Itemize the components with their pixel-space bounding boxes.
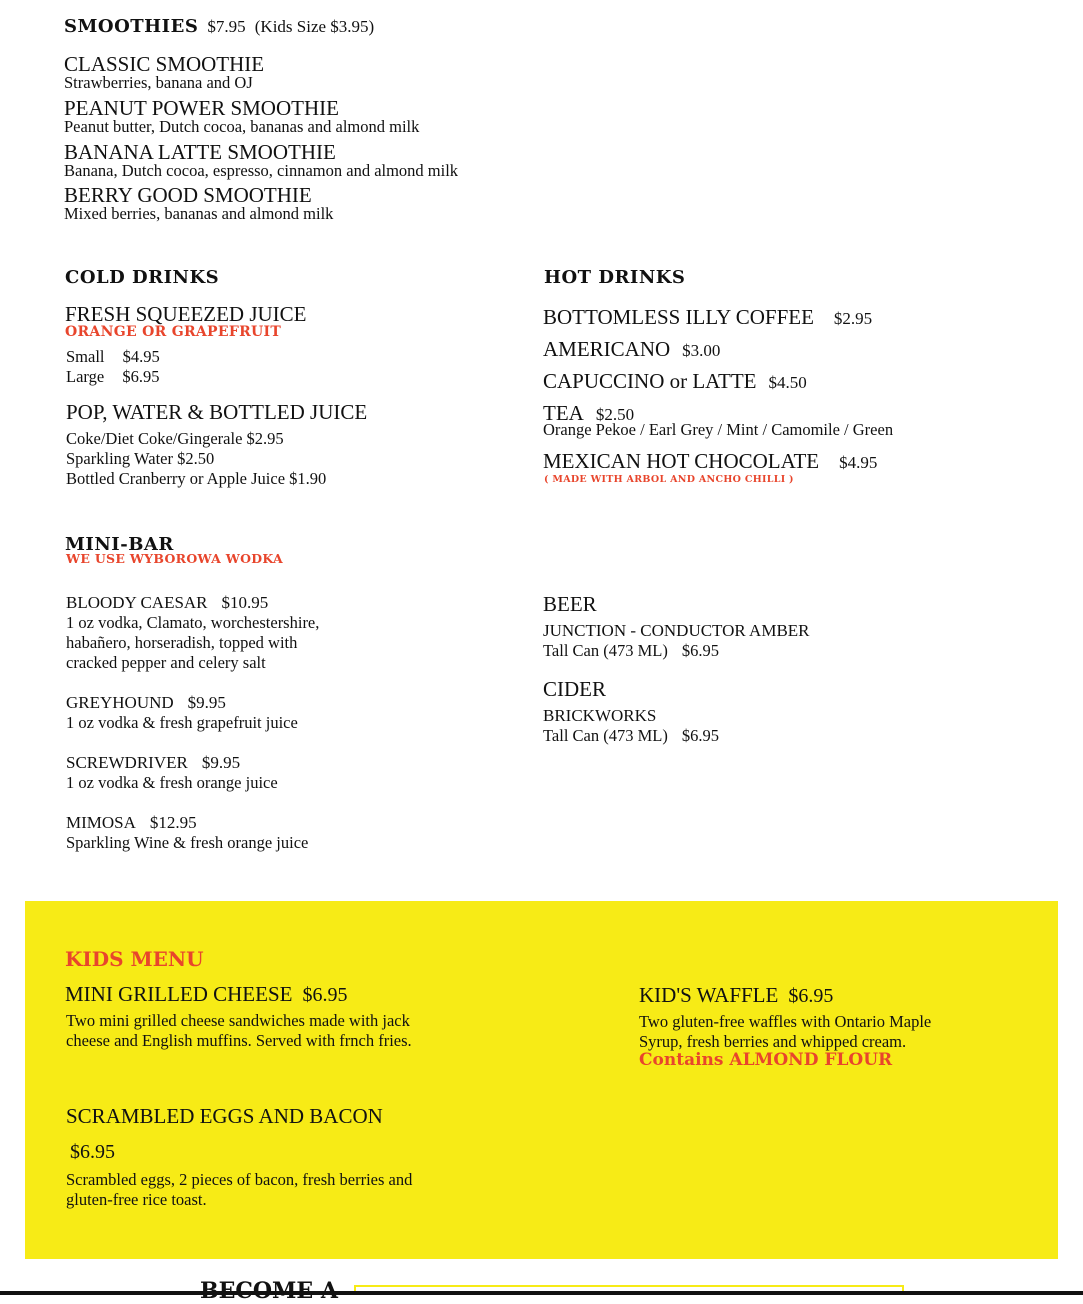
smoothie-name: PEANUT POWER SMOOTHIE <box>64 96 339 120</box>
smoothies-price: $7.95 <box>207 17 246 36</box>
cocktail-desc: 1 oz vodka, Clamato, worchestershire, <box>66 613 320 632</box>
size-label: Small <box>66 347 105 366</box>
kids-item-name: MINI GRILLED CHEESE <box>65 982 293 1006</box>
kids-item-desc: cheese and English muffins. Served with frnch fries. <box>66 1031 412 1050</box>
beer-heading: BEER <box>543 592 597 616</box>
mini-bar-tag: WE USE WYBOROWA WODKA <box>66 551 284 566</box>
smoothies-header <box>64 16 374 37</box>
smoothie-desc: Banana, Dutch cocoa, espresso, cinnamon and almond milk <box>64 161 459 180</box>
chocolate-tag: ( MADE WITH ARBOL AND ANCHO CHILLI ) <box>544 474 794 485</box>
item-price: $2.50 <box>595 405 635 424</box>
beer-size-price <box>543 641 719 661</box>
item-name: TEA <box>543 401 584 425</box>
item-price: $2.95 <box>833 309 873 328</box>
item-name: MEXICAN HOT CHOCOLATE <box>543 449 820 473</box>
cocktail-desc: 1 oz vodka & fresh grapefruit juice <box>66 713 298 732</box>
cocktail-title <box>66 593 268 613</box>
cider-size-price <box>543 726 719 746</box>
kids-item-name: SCRAMBLED EGGS AND BACON <box>66 1104 383 1128</box>
size-price: $6.95 <box>122 367 160 386</box>
item-name: AMERICANO <box>543 337 671 361</box>
kids-item-desc: Two mini grilled cheese sandwiches made with jack <box>66 1011 410 1030</box>
can-price: $6.95 <box>681 726 719 745</box>
kids-item-title <box>65 982 347 1007</box>
pop-name: POP, WATER & BOTTLED JUICE <box>66 400 368 424</box>
cocktail-price: $9.95 <box>201 753 241 772</box>
smoothie-name: BANANA LATTE SMOOTHIE <box>64 140 336 164</box>
tea-desc: Orange Pekoe / Earl Grey / Mint / Camomile / Green <box>543 420 894 439</box>
kids-item-name: KID'S WAFFLE <box>639 983 779 1007</box>
cocktail-desc: 1 oz vodka & fresh orange juice <box>66 773 278 792</box>
cocktail-price: $9.95 <box>187 693 226 712</box>
size-label: Large <box>66 367 105 386</box>
cocktail-price: $10.95 <box>221 593 269 612</box>
cocktail-price: $12.95 <box>149 813 197 832</box>
cocktail-desc: Sparkling Wine & fresh orange juice <box>66 833 309 852</box>
can-size: Tall Can (473 ML) <box>543 726 668 745</box>
hot-drinks-heading: HOT DRINKS <box>544 267 686 288</box>
coffee-item <box>543 305 872 330</box>
cocktail-title <box>66 813 197 833</box>
item-name: CAPUCCINO or LATTE <box>543 369 757 393</box>
cold-drinks-heading: COLD DRINKS <box>65 267 220 288</box>
juice-size-large <box>66 367 159 387</box>
capuccino-item <box>543 369 807 394</box>
kids-item-desc: gluten-free rice toast. <box>66 1190 207 1209</box>
cocktail-name: SCREWDRIVER <box>66 753 188 772</box>
juice-tag: ORANGE OR GRAPEFRUIT <box>65 324 282 340</box>
cocktail-title <box>66 753 240 773</box>
cider-name: BRICKWORKS <box>543 706 657 725</box>
smoothie-desc: Strawberries, banana and OJ <box>64 73 253 92</box>
cocktail-desc: habañero, horseradish, topped with <box>66 633 298 652</box>
kids-item-desc: Scrambled eggs, 2 pieces of bacon, fresh berries and <box>66 1170 413 1189</box>
size-price: $4.95 <box>122 347 160 366</box>
chocolate-item <box>543 449 877 474</box>
americano-item <box>543 337 720 362</box>
cocktail-title <box>66 693 226 713</box>
smoothie-name: BERRY GOOD SMOOTHIE <box>64 183 312 207</box>
item-price: $3.00 <box>682 341 721 360</box>
kids-item-title <box>639 983 833 1008</box>
smoothie-desc: Mixed berries, bananas and almond milk <box>64 204 334 223</box>
juice-name: FRESH SQUEEZED JUICE <box>65 302 307 326</box>
kids-item-desc: Syrup, fresh berries and whipped cream. <box>639 1032 907 1051</box>
kids-menu-heading: KIDS MENU <box>65 947 204 971</box>
kids-item-price: $6.95 <box>788 985 834 1007</box>
item-price: $4.50 <box>768 373 807 392</box>
smoothie-name: CLASSIC SMOOTHIE <box>64 52 265 76</box>
smoothie-desc: Peanut butter, Dutch cocoa, bananas and almond milk <box>64 117 420 136</box>
pop-line: Bottled Cranberry or Apple Juice $1.90 <box>66 469 327 488</box>
can-size: Tall Can (473 ML) <box>543 641 668 660</box>
kids-item-desc: Two gluten-free waffles with Ontario Maple <box>639 1012 932 1031</box>
pop-line: Sparkling Water $2.50 <box>66 449 215 468</box>
item-price: $4.95 <box>839 453 878 472</box>
cocktail-name: GREYHOUND <box>66 693 174 712</box>
item-name: BOTTOMLESS ILLY COFFEE <box>543 305 814 329</box>
smoothies-kids-note: (Kids Size $3.95) <box>254 17 375 36</box>
juice-size-small <box>66 347 160 367</box>
kids-item-price: $6.95 <box>70 1141 115 1163</box>
smoothies-heading: SMOOTHIES <box>64 16 199 37</box>
bottom-divider <box>0 1291 1083 1295</box>
pop-line: Coke/Diet Coke/Gingerale $2.95 <box>66 429 284 448</box>
cocktail-name: BLOODY CAESAR <box>66 593 208 612</box>
can-price: $6.95 <box>681 641 719 660</box>
kids-item-price: $6.95 <box>302 984 348 1006</box>
cocktail-desc: cracked pepper and celery salt <box>66 653 266 672</box>
cocktail-name: MIMOSA <box>66 813 136 832</box>
beer-name: JUNCTION - CONDUCTOR AMBER <box>543 621 810 640</box>
mini-bar-heading: MINI-BAR <box>65 534 174 555</box>
cider-heading: CIDER <box>543 677 606 701</box>
allergy-warning: Contains ALMOND FLOUR <box>639 1050 893 1070</box>
